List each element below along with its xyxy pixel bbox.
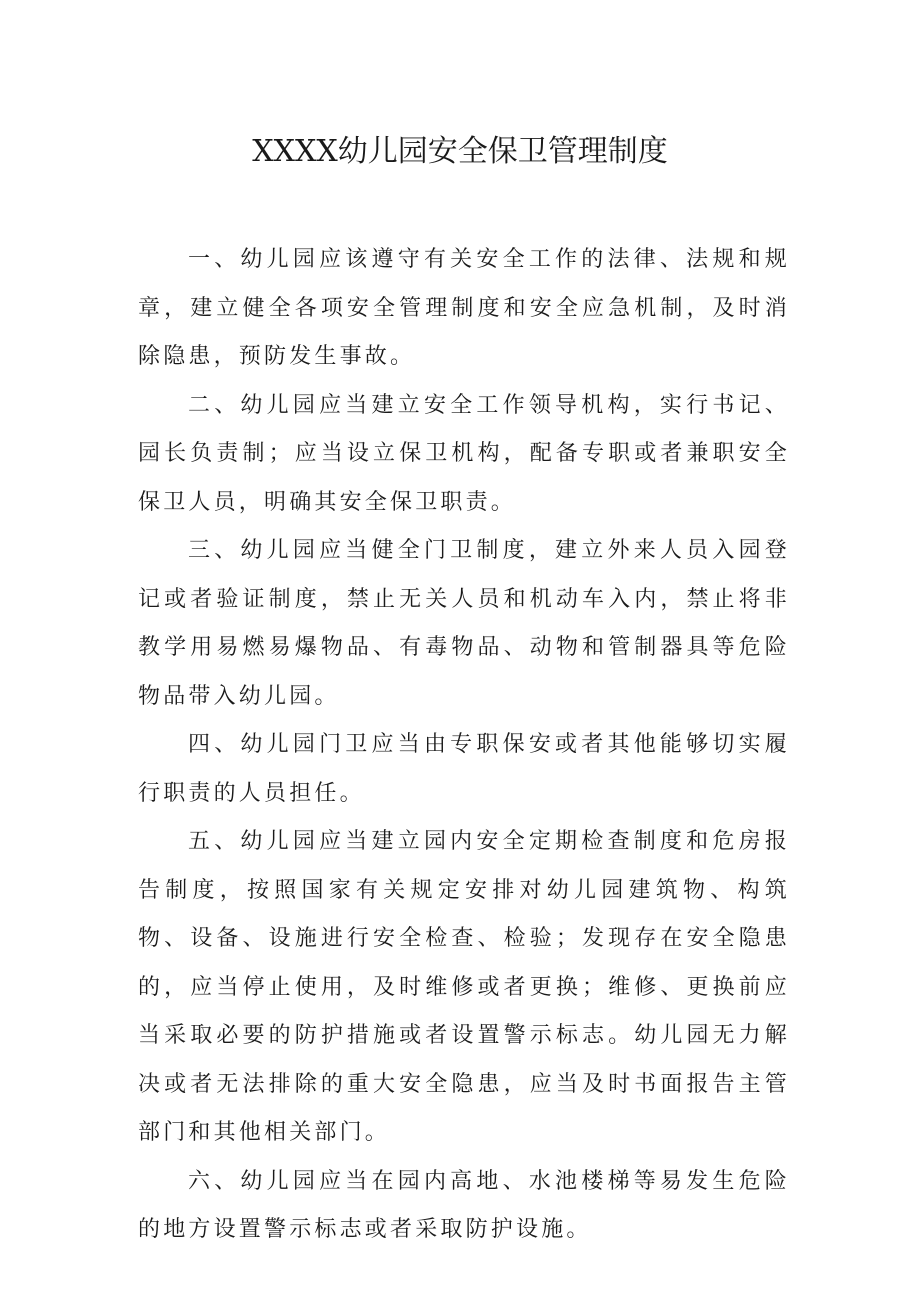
paragraph-1: 一、幼儿园应该遵守有关安全工作的法律、法规和规章，建立健全各项安全管理制度和安全应急机制，及时消除隐患，预防发生事故。 [138, 247, 790, 369]
paragraph-6: 六、幼儿园应当在园内高地、水池楼梯等易发生危险的地方设置警示标志或者采取防护设施。 [138, 1168, 790, 1242]
paragraph-2: 二、幼儿园应当建立安全工作领导机构，实行书记、园长负责制；应当设立保卫机构，配备专职或者兼职安全保卫人员，明确其安全保卫职责。 [138, 392, 790, 515]
document-body [138, 236, 790, 1255]
paragraph-4: 四、幼儿园门卫应当由专职保安或者其他能够切实履行职责的人员担任。 [138, 732, 790, 806]
paragraph-5: 五、幼儿园应当建立园内安全定期检查制度和危房报告制度，按照国家有关规定安排对幼儿园建筑物、构筑物、设备、设施进行安全检查、检验；发现存在安全隐患的，应当停止使用，及时维修或者更换；维修、更换前应当采取必要的防护措施或者设置警示标志。幼儿园无力解决或者无法排除的重大安全隐患，应当及时书面报告主管部门和其他相关部门。 [138, 829, 790, 1145]
document-title: XXXX幼儿园安全保卫管理制度 [252, 134, 668, 169]
paragraph-3: 三、幼儿园应当健全门卫制度，建立外来人员入园登记或者验证制度，禁止无关人员和机动车入内，禁止将非教学用易燃易爆物品、有毒物品、动物和管制器具等危险物品带入幼儿园。 [138, 538, 790, 709]
